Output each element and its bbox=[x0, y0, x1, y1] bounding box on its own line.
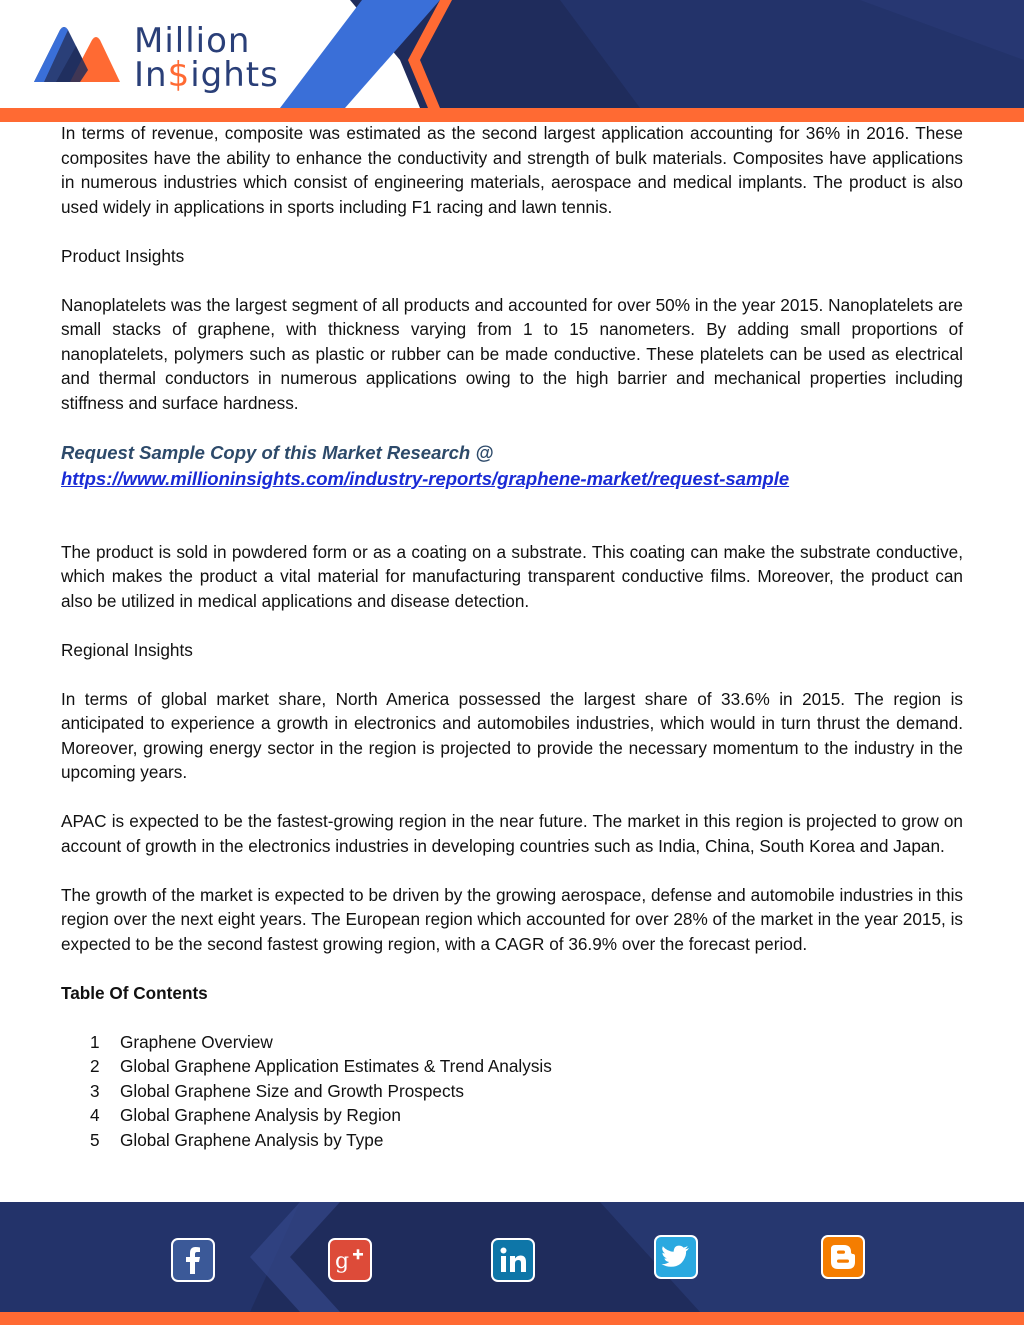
page-header bbox=[0, 0, 1024, 122]
request-sample-title: Request Sample Copy of this Market Research @ bbox=[61, 441, 494, 463]
twitter-icon bbox=[656, 1237, 696, 1277]
svg-text:g: g bbox=[335, 1249, 350, 1274]
toc-item-number: 3 bbox=[90, 1080, 100, 1101]
logo-dollar-sign: $ bbox=[167, 55, 191, 95]
toc-item-label: Global Graphene Application Estimates & Trend Analysis bbox=[120, 1056, 552, 1076]
linkedin-button[interactable] bbox=[491, 1238, 535, 1282]
paragraph-nanoplatelets: Nanoplatelets was the largest segment of all products and accounted for over 50% in the year 2015. Nanoplatelets are small stacks of graphene, with thickness varying from 1 to 15 nanometers. By adding small proportions of nanoplatelets, polymers such as plastic or rubber can be made conductive. These platelets can be used as electrical and thermal conductors in numerous applications owing to the high barrier and mechanical properties including stiffness and surface hardness. bbox=[61, 294, 963, 413]
toc-item-label: Graphene Overview bbox=[120, 1031, 273, 1052]
heading-product-insights: Product Insights bbox=[61, 245, 185, 266]
toc-item-label: Global Graphene Size and Growth Prospects bbox=[120, 1080, 464, 1101]
request-sample-callout bbox=[61, 440, 963, 492]
toc-item-number: 2 bbox=[90, 1056, 100, 1076]
paragraph-north-america: In terms of global market share, North America possessed the largest share of 33.6% in 2015. The region is anticipated to experience a growth in electronics and automobiles industries, which would in turn thrust the demand. Moreover, growing energy sector in the region is projected to provide the necessary momentum to the industry in the upcoming years. bbox=[61, 688, 963, 782]
toc-item-number: 1 bbox=[90, 1031, 100, 1052]
logo-wordmark bbox=[134, 21, 279, 95]
logo-mountains-icon bbox=[30, 22, 122, 86]
request-sample-link[interactable]: https://www.millioninsights.com/industry-reports/graphene-market/request-sample bbox=[61, 467, 790, 489]
toc-item-label: Global Graphene Analysis by Type bbox=[120, 1129, 384, 1150]
logo-insights-suffix: ights bbox=[190, 55, 279, 95]
toc-item-label: Global Graphene Analysis by Region bbox=[120, 1105, 401, 1125]
paragraph-powdered-form: The product is sold in powdered form or as a coating on a substrate. This coating can make the substrate conductive, which makes the product a vital material for manufacturing transparent conductive films. Moreover, the product can also be utilized in medical applications and disease detection. bbox=[61, 541, 963, 611]
toc-item-number: 4 bbox=[90, 1105, 100, 1125]
toc-item bbox=[61, 1128, 963, 1153]
blogger-button[interactable] bbox=[821, 1235, 865, 1279]
toc-item bbox=[61, 1103, 963, 1128]
google-plus-button[interactable] bbox=[328, 1238, 372, 1282]
toc-item bbox=[61, 1054, 963, 1079]
paragraph-europe: The growth of the market is expected to be driven by the growing aerospace, defense and automobile industries in this region over the next eight years. The European region which accounted for over 28% of the market in the year 2015, is expected to be the second fastest growing region, with a CAGR of 36.9% over the forecast period. bbox=[61, 884, 963, 954]
facebook-button[interactable] bbox=[171, 1238, 215, 1282]
toc-title: Table Of Contents bbox=[61, 982, 208, 1003]
toc-item bbox=[61, 1079, 963, 1104]
article-body bbox=[61, 121, 963, 1152]
logo-word-insights bbox=[134, 55, 279, 95]
logo-insights-prefix: In bbox=[134, 55, 168, 95]
paragraph-composite-revenue: In terms of revenue, composite was estimated as the second largest application accounting for 36% in 2016. These composites have the ability to enhance the conductivity and strength of bulk materials. Composites have applications in numerous industries which consist of engineering materials, aerospace and medical implants. The product is also used widely in applications in sports including F1 racing and lawn tennis. bbox=[61, 123, 963, 217]
blogger-icon bbox=[823, 1237, 863, 1277]
page-footer bbox=[0, 1202, 1024, 1325]
logo-word-million: Million bbox=[134, 21, 251, 61]
table-of-contents bbox=[61, 1030, 963, 1153]
toc-item bbox=[61, 1030, 963, 1055]
million-insights-logo[interactable] bbox=[30, 22, 280, 94]
facebook-icon bbox=[173, 1240, 213, 1280]
spacer bbox=[61, 492, 963, 540]
toc-item-number: 5 bbox=[90, 1129, 100, 1150]
heading-regional-insights: Regional Insights bbox=[61, 639, 193, 660]
twitter-button[interactable] bbox=[654, 1235, 698, 1279]
paragraph-apac: APAC is expected to be the fastest-growing region in the near future. The market in this region is projected to grow on account of growth in the electronics industries in developing countries such as India, China, South Korea and Japan. bbox=[61, 811, 963, 856]
google-plus-icon bbox=[330, 1240, 370, 1280]
linkedin-icon bbox=[493, 1240, 533, 1280]
